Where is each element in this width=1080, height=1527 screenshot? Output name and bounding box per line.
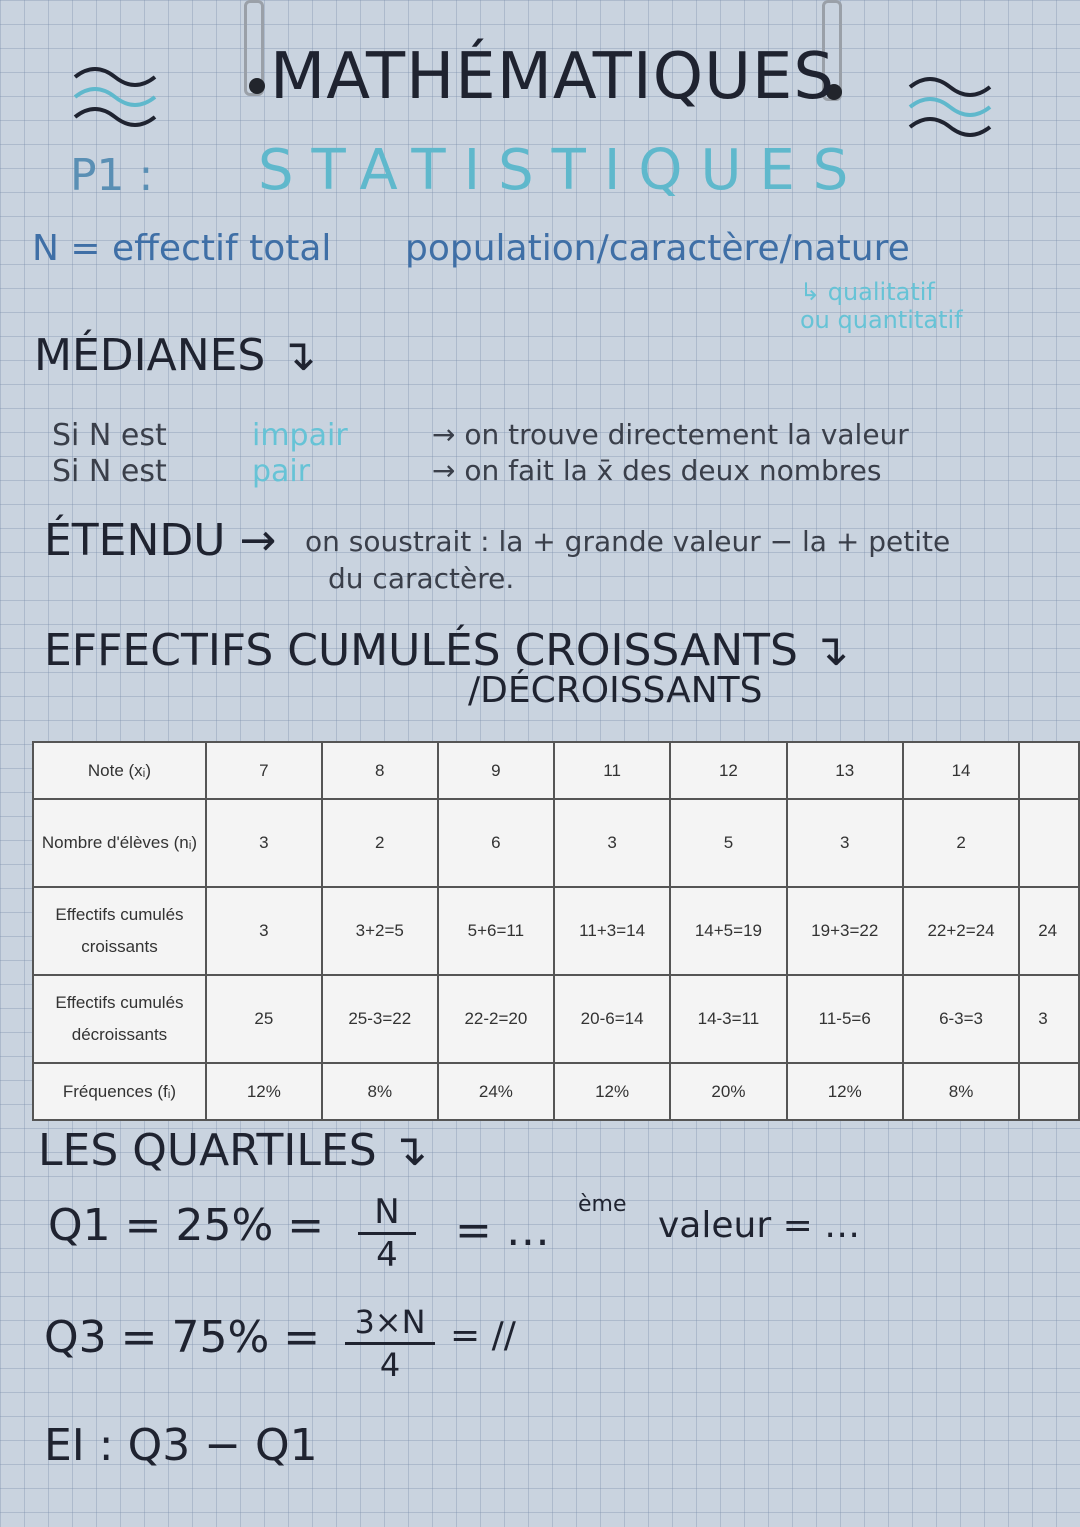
q1-formula-left: Q1 = 25% = [48, 1200, 325, 1251]
mediane-pair-rule: → on fait la x̄ des deux nombres [432, 454, 882, 487]
page-title: MATHÉMATIQUES [270, 40, 835, 114]
table-cell: 9 [438, 742, 554, 799]
table-cell: 25-3=22 [322, 975, 438, 1063]
table-cell: 3+2=5 [322, 887, 438, 975]
page-subtitle: STATISTIQUES [258, 138, 867, 203]
table-cell: 3 [206, 887, 322, 975]
q1-superscript: ème [578, 1192, 627, 1217]
mediane-impair-rule: → on trouve directement la valeur [432, 418, 909, 451]
medianes-heading: MÉDIANES ↴ [34, 330, 317, 381]
table-cell: 6-3=3 [903, 975, 1019, 1063]
table-cell-cut: 3 [1019, 975, 1079, 1063]
table-cell: 11-5=6 [787, 975, 903, 1063]
quartiles-heading: LES QUARTILES ↴ [38, 1125, 428, 1176]
q3-denominator: 4 [379, 1346, 401, 1384]
table-cell: 24% [438, 1063, 554, 1120]
table-cell: 3 [787, 799, 903, 887]
etendu-heading: ÉTENDU → [44, 515, 277, 566]
q3-fraction [345, 1302, 435, 1385]
wave-decoration-left-icon [70, 55, 160, 135]
mediane-pair-prefix: Si N est [52, 454, 167, 489]
q3-numerator: 3×N [354, 1303, 426, 1341]
table-cell: 19+3=22 [787, 887, 903, 975]
table-cell: 12% [206, 1063, 322, 1120]
row-label-croissants: Effectifs cumulés croissants [33, 887, 206, 975]
effectifs-cumules-heading: EFFECTIFS CUMULÉS CROISSANTS ↴ [44, 625, 849, 676]
row-label-frequences: Fréquences (fᵢ) [33, 1063, 206, 1120]
table-cell: 3 [206, 799, 322, 887]
table-cell-cut [1019, 742, 1079, 799]
table-cell: 13 [787, 742, 903, 799]
table-cell: 8 [322, 742, 438, 799]
row-label-note: Note (xᵢ) [33, 742, 206, 799]
table-cell: 6 [438, 799, 554, 887]
table-cell: 11+3=14 [554, 887, 670, 975]
table-cell-cut [1019, 1063, 1079, 1120]
statistics-table [32, 741, 1080, 1121]
ecart-interquartile: EI : Q3 − Q1 [44, 1420, 318, 1471]
table-row-frequences [33, 1063, 1079, 1120]
table-cell-cut: 24 [1019, 887, 1079, 975]
table-cell: 11 [554, 742, 670, 799]
row-label-decroissants: Effectifs cumulés décroissants [33, 975, 206, 1063]
table-cell: 2 [903, 799, 1019, 887]
wave-decoration-right-icon [905, 65, 995, 145]
nature-quantitatif: ou quantitatif [800, 306, 963, 334]
nature-qualitatif: ↳ qualitatif [800, 278, 935, 306]
etendu-rule-continuation: du caractère. [328, 562, 515, 595]
table-cell: 2 [322, 799, 438, 887]
table-cell: 12% [787, 1063, 903, 1120]
table-cell: 7 [206, 742, 322, 799]
table-cell: 8% [322, 1063, 438, 1120]
q1-valeur: valeur = … [658, 1205, 861, 1246]
effectifs-cumules-decroissants: /DÉCROISSANTS [468, 670, 763, 711]
table-cell: 14-3=11 [670, 975, 786, 1063]
table-cell: 20% [670, 1063, 786, 1120]
table-cell: 22+2=24 [903, 887, 1019, 975]
mediane-pair-word: pair [252, 454, 311, 489]
table-cell: 14 [903, 742, 1019, 799]
effectif-total-definition: N = effectif total [32, 228, 332, 269]
q3-formula-right: = // [450, 1315, 516, 1356]
table-cell: 12 [670, 742, 786, 799]
table-row-croissants [33, 887, 1079, 975]
q1-numerator: N [374, 1192, 400, 1232]
table-cell: 8% [903, 1063, 1019, 1120]
mediane-impair-word: impair [252, 418, 348, 453]
q1-fraction [358, 1192, 416, 1275]
table-cell: 22-2=20 [438, 975, 554, 1063]
table-row-decroissants [33, 975, 1079, 1063]
table-cell: 5+6=11 [438, 887, 554, 975]
row-label-eleves: Nombre d'élèves (nᵢ) [33, 799, 206, 887]
table-cell-cut [1019, 799, 1079, 887]
chapter-label: P1 : [70, 150, 154, 201]
table-row-notes [33, 742, 1079, 799]
table-cell: 14+5=19 [670, 887, 786, 975]
mediane-impair-prefix: Si N est [52, 418, 167, 453]
table-cell: 20-6=14 [554, 975, 670, 1063]
etendu-rule: on soustrait : la + grande valeur − la + petite [305, 525, 951, 558]
table-cell: 5 [670, 799, 786, 887]
binder-hole-left [249, 78, 265, 94]
table-row-eleves [33, 799, 1079, 887]
q1-denominator: 4 [376, 1235, 398, 1275]
table-cell: 3 [554, 799, 670, 887]
q1-formula-right: = … [455, 1205, 550, 1256]
table-cell: 25 [206, 975, 322, 1063]
table-cell: 12% [554, 1063, 670, 1120]
population-caractere-nature: population/caractère/nature [405, 228, 910, 269]
q3-formula-left: Q3 = 75% = [44, 1312, 321, 1363]
